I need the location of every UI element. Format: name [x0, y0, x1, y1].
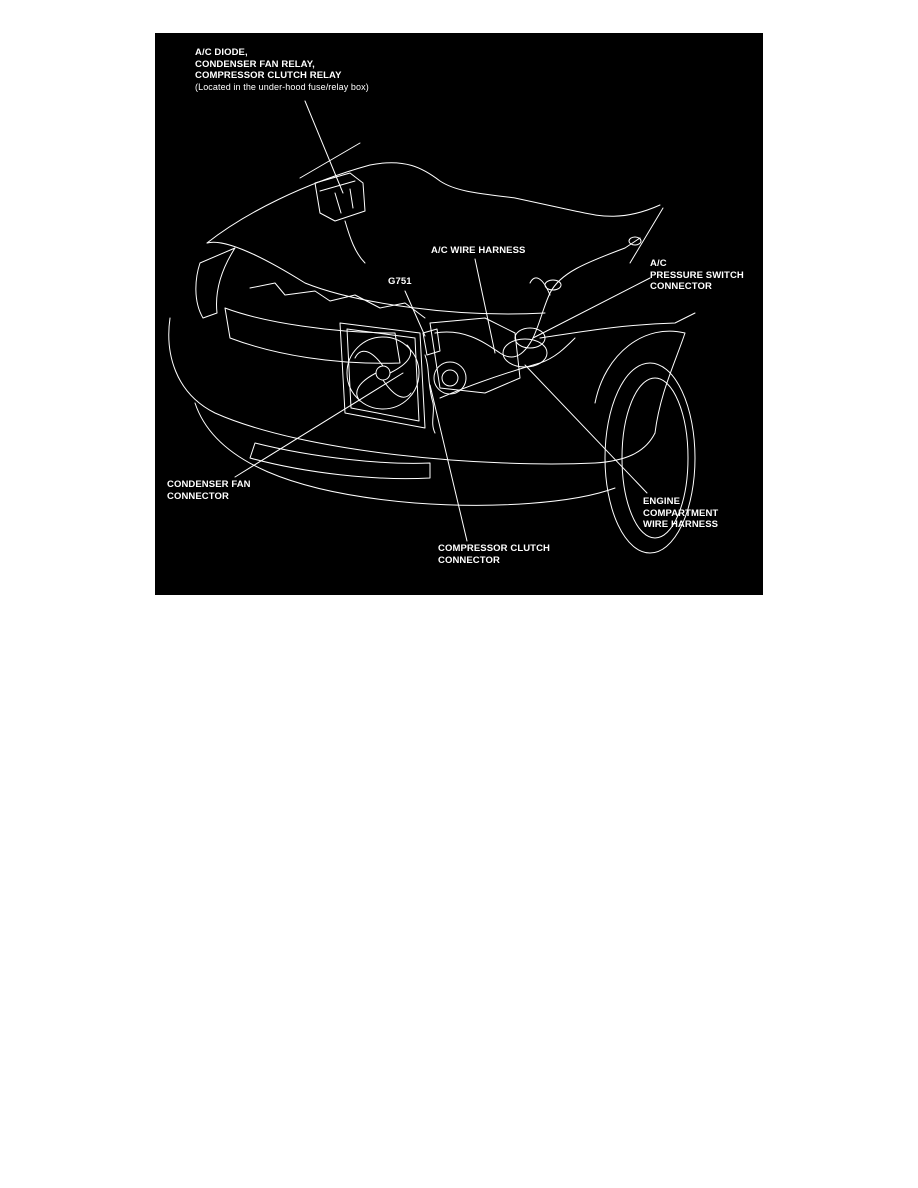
relays-callout — [195, 47, 369, 93]
callout-line: PRESSURE SWITCH — [650, 269, 744, 281]
callout-line: WIRE HARNESS — [643, 519, 719, 530]
fan-blade — [390, 345, 411, 373]
callout-line: A/C DIODE, — [195, 47, 248, 58]
a-pillar-line — [630, 208, 663, 263]
fender-line — [540, 313, 695, 338]
condenser-frame — [340, 323, 425, 428]
g751-callout — [388, 276, 412, 288]
callout-line: A/C WIRE HARNESS — [431, 245, 526, 256]
condenser-frame-inner — [347, 329, 419, 421]
leader-g751 — [405, 291, 425, 336]
fan-blade — [355, 351, 383, 366]
callout-line: CONNECTOR — [650, 281, 712, 292]
callout-line: ENGINE — [643, 496, 681, 507]
callout-line: CONNECTOR — [438, 554, 500, 566]
fuse-box-lid — [320, 181, 355, 213]
fan-hub — [376, 366, 390, 380]
grille-opening — [225, 308, 400, 363]
engine-cover — [250, 283, 425, 318]
pressure-switch-callout — [650, 258, 744, 293]
leader-ac-wire-harness — [475, 259, 495, 353]
hood-outline — [207, 163, 660, 243]
condenser-fan-callout — [167, 479, 251, 502]
callout-line: A/C — [650, 258, 667, 269]
headlight — [196, 248, 235, 318]
compressor-clutch-callout — [438, 543, 550, 566]
engine-compartment-harness — [440, 338, 575, 398]
compressor-pulley — [442, 370, 458, 386]
callout-line: CONDENSER FAN — [167, 479, 251, 490]
callout-line: G751 — [388, 276, 412, 287]
callout-note: (Located in the under-hood fuse/relay box) — [195, 81, 369, 92]
leader-compressor-clutch — [430, 385, 467, 541]
callout-line: CONNECTOR — [167, 490, 229, 502]
leader-condenser-fan — [235, 373, 403, 477]
callout-line: COMPRESSOR CLUTCH RELAY — [195, 70, 342, 81]
callout-line: CONDENSER FAN RELAY, — [195, 58, 315, 70]
component-stack — [425, 355, 435, 433]
callout-line: COMPRESSOR CLUTCH — [438, 543, 551, 554]
leader-relays — [305, 101, 343, 193]
engine-harness-callout — [643, 496, 718, 531]
leader-engine-harness — [525, 365, 647, 493]
leader-pressure-switch — [533, 278, 650, 338]
ac-wire-harness-callout — [431, 245, 526, 257]
callout-line: COMPARTMENT — [643, 507, 719, 519]
fender-arch — [595, 331, 685, 433]
front-bumper — [169, 318, 655, 464]
bumper-intake — [250, 443, 430, 479]
ac-wire-harness-branch — [530, 278, 550, 295]
fuse-box-cable — [345, 221, 365, 263]
component-location-diagram — [155, 33, 763, 595]
fan-blade — [357, 373, 376, 401]
